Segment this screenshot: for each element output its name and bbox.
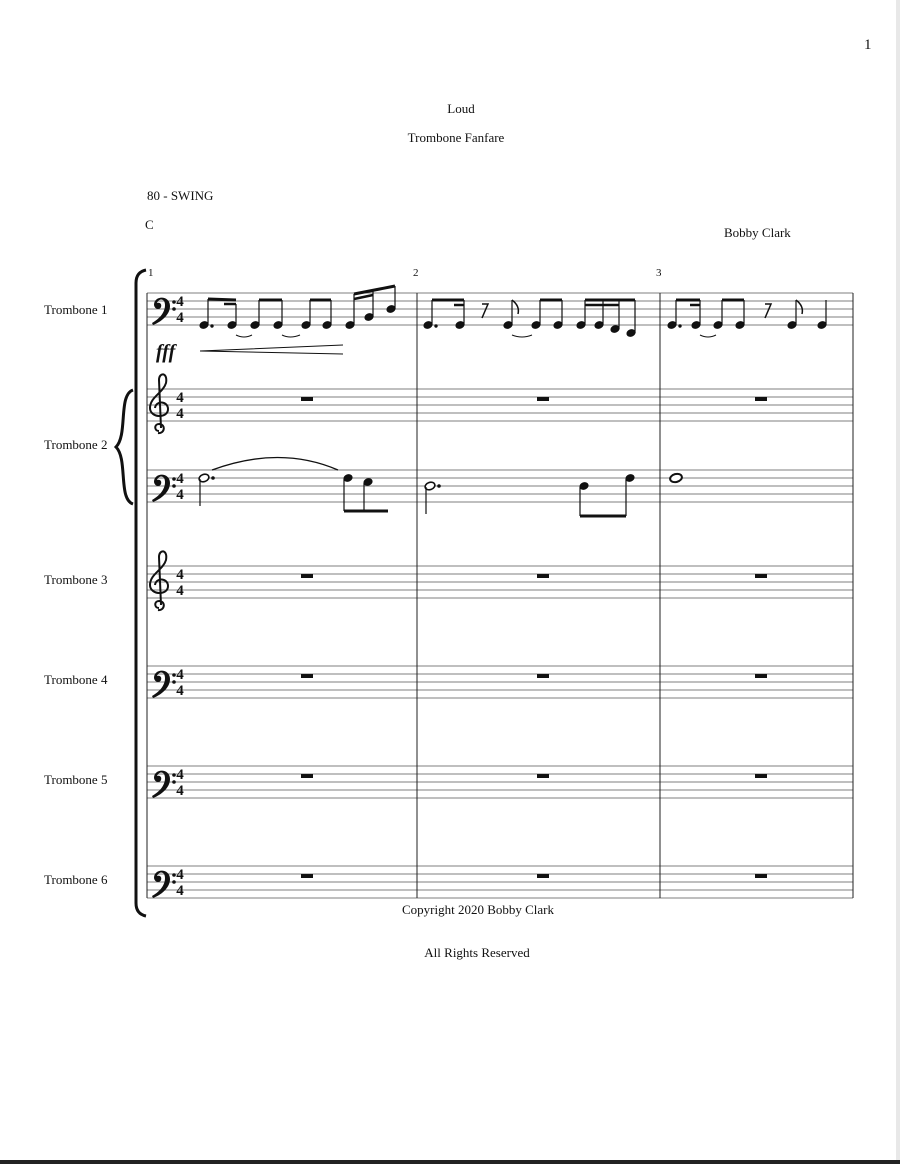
whole-rest xyxy=(537,774,549,778)
time-sig-top: 4 xyxy=(176,767,184,783)
whole-rest xyxy=(537,574,549,578)
whole-rest xyxy=(301,874,313,878)
trombone-2-brace xyxy=(116,390,133,504)
whole-rests xyxy=(301,397,767,878)
time-sig-bottom: 4 xyxy=(176,310,184,326)
eighth-rest xyxy=(482,304,488,318)
time-sig-top: 4 xyxy=(176,294,184,310)
rehearsal-mark: C xyxy=(145,217,154,232)
staff-trombone-2-treble xyxy=(147,389,853,421)
staff-trombone-1 xyxy=(147,293,853,325)
page-edge-right xyxy=(896,0,900,1164)
whole-rest xyxy=(755,397,767,401)
time-sig-bottom: 4 xyxy=(176,683,184,699)
whole-rest xyxy=(301,397,313,401)
score-title: Loud xyxy=(447,101,475,116)
measure-number-3: 3 xyxy=(656,267,662,279)
composer-name: Bobby Clark xyxy=(724,225,791,240)
whole-rest xyxy=(537,674,549,678)
crescendo-hairpin xyxy=(200,345,343,354)
time-sig-bottom: 4 xyxy=(176,487,184,503)
time-signatures xyxy=(176,294,184,899)
staff-trombone-3 xyxy=(147,566,853,598)
time-sig-bottom: 4 xyxy=(176,783,184,799)
staff-trombone-2-bass xyxy=(147,470,853,502)
time-sig-top: 4 xyxy=(176,567,184,583)
time-sig-top: 4 xyxy=(176,667,184,683)
whole-note xyxy=(669,473,683,484)
whole-rest xyxy=(755,574,767,578)
measure-number-2: 2 xyxy=(413,267,419,279)
whole-rest xyxy=(537,874,549,878)
whole-rest xyxy=(755,874,767,878)
bass-clef-icon xyxy=(152,871,176,898)
score-subtitle: Trombone Fanfare xyxy=(407,130,505,145)
whole-rest xyxy=(301,574,313,578)
time-sig-bottom: 4 xyxy=(176,583,184,599)
bass-clef-icon xyxy=(152,475,176,502)
treble-clef-icon xyxy=(150,551,168,610)
bass-clef-icon xyxy=(152,771,176,798)
bass-clef-icon xyxy=(152,298,176,325)
part-name-trombone-2: Trombone 2 xyxy=(44,437,108,452)
treble-clef-icon xyxy=(150,374,168,433)
measure-number-1: 1 xyxy=(148,267,154,279)
whole-rest xyxy=(755,774,767,778)
whole-rest xyxy=(537,397,549,401)
slur xyxy=(212,458,338,471)
time-sig-bottom: 4 xyxy=(176,406,184,422)
barlines xyxy=(147,293,853,898)
trombone-1-notes xyxy=(199,286,827,337)
whole-rest xyxy=(755,674,767,678)
part-name-trombone-5: Trombone 5 xyxy=(44,772,108,787)
time-sig-top: 4 xyxy=(176,471,184,487)
page-edge-bottom xyxy=(0,1160,900,1164)
system-bracket xyxy=(136,270,146,916)
rights-notice: All Rights Reserved xyxy=(424,945,530,960)
part-name-trombone-3: Trombone 3 xyxy=(44,572,108,587)
time-sig-top: 4 xyxy=(176,390,184,406)
staff-trombone-6 xyxy=(147,866,853,898)
staff-trombone-5 xyxy=(147,766,853,798)
copyright-notice: Copyright 2020 Bobby Clark xyxy=(401,902,555,917)
whole-rest xyxy=(301,674,313,678)
whole-rest xyxy=(301,774,313,778)
bass-clef-icon xyxy=(152,671,176,698)
staff-trombone-4 xyxy=(147,666,853,698)
staff-lines xyxy=(147,293,853,898)
time-sig-bottom: 4 xyxy=(176,883,184,899)
part-name-trombone-1: Trombone 1 xyxy=(44,302,108,317)
eighth-rest xyxy=(765,304,771,318)
tempo-marking: 80 - SWING xyxy=(147,188,214,203)
part-name-trombone-4: Trombone 4 xyxy=(44,672,108,687)
page-number: 1 xyxy=(864,37,872,53)
time-sig-top: 4 xyxy=(176,867,184,883)
part-name-trombone-6: Trombone 6 xyxy=(44,872,108,887)
trombone-2-bass-notes xyxy=(198,458,683,517)
dynamic-fff: fff xyxy=(156,341,176,363)
